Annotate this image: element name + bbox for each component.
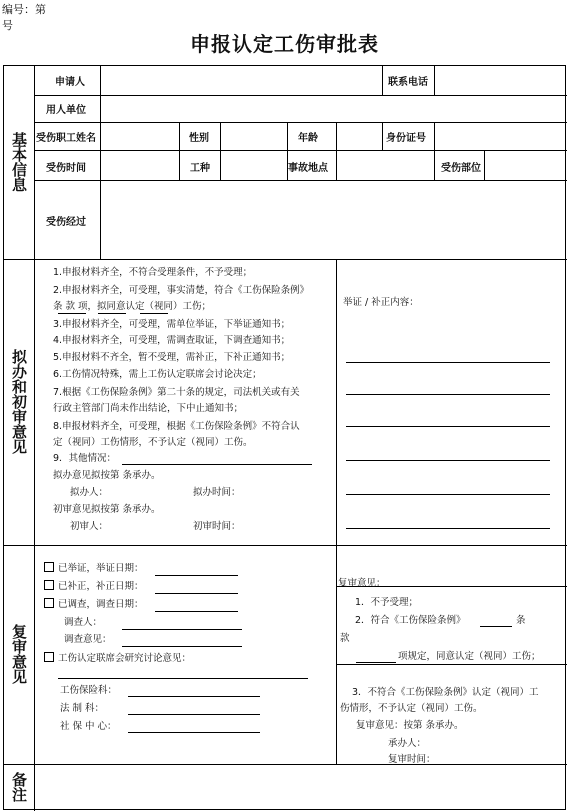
blank-line: [128, 732, 260, 733]
review-item-correction: 已补正，补正日期：: [44, 580, 144, 594]
row-line: [34, 180, 567, 181]
draft-person: 拟办人：: [70, 487, 109, 498]
gender-label: 性别: [189, 133, 209, 144]
draft-item-9: 9．其他情况：: [53, 453, 117, 464]
row-line: [34, 122, 567, 123]
blank-line: [140, 313, 168, 314]
evidence-line: [346, 394, 550, 395]
age-label: 年龄: [298, 133, 318, 144]
review-option-1: 1．不予受理；: [355, 597, 419, 608]
checkbox-icon[interactable]: [44, 562, 54, 572]
id-number-label: 身份证号: [386, 133, 426, 144]
section-basic-info: 基本信息: [10, 132, 28, 192]
review-item-evidence: 已举证，举证日期：: [44, 562, 144, 576]
review-heading: 复审意见：: [338, 578, 386, 589]
draft-opinion: 拟办意见拟按第 条承办。: [53, 470, 161, 481]
draft-item-7b: 行政主管部门尚未作出结论，下中止通知书；: [53, 403, 244, 414]
contact-phone-label: 联系电话: [388, 77, 428, 88]
number-label-line1: 编号：第: [2, 3, 46, 16]
injured-part-label: 受伤部位: [441, 163, 481, 174]
review-option-2a: 2．符合《工伤保险条例》: [355, 615, 466, 626]
checkbox-icon[interactable]: [44, 598, 54, 608]
blank-line: [122, 629, 242, 630]
col-line: [179, 122, 180, 180]
blank-line: [58, 313, 86, 314]
initial-person: 初审人：: [70, 521, 109, 532]
blank-line: [356, 662, 396, 663]
blank-line: [128, 696, 260, 697]
accident-location-label: 事故地点: [288, 163, 328, 174]
checkbox-icon[interactable]: [44, 652, 54, 662]
evidence-line: [346, 426, 550, 427]
investigation-opinion-label: 调查意见：: [64, 634, 112, 645]
col-line: [434, 66, 435, 95]
injured-name-label: 受伤职工姓名: [36, 133, 96, 144]
review-option-2b: 条: [516, 615, 526, 626]
review-option-2d: 项规定，同意认定（视同）工伤；: [398, 651, 541, 662]
row-line: [336, 664, 567, 665]
blank-line: [480, 626, 512, 627]
blank-line: [155, 593, 238, 594]
page-title: 申报认定工伤审批表: [190, 32, 379, 56]
review-time: 复审时间：: [388, 754, 436, 765]
draft-time: 拟办时间：: [193, 487, 241, 498]
left-column-divider: [34, 66, 35, 811]
blank-line: [128, 714, 260, 715]
applicant-label: 申请人: [55, 77, 85, 88]
review-handler: 承办人：: [388, 738, 427, 749]
blank-line: [122, 646, 242, 647]
evidence-line: [346, 362, 550, 363]
evidence-line: [346, 494, 550, 495]
draft-item-2b: 条 款 项，拟同意认定（视同）工伤；: [53, 301, 212, 312]
legal-dept-label: 法 制 科：: [60, 703, 105, 714]
review-item-investigation: 已调查，调查日期：: [44, 598, 144, 612]
social-center-label: 社 保 中 心：: [60, 721, 117, 732]
draft-item-2: 2.申报材料齐全，可受理，事实清楚，符合《工伤保险条例》: [53, 285, 310, 296]
row-line: [34, 95, 567, 96]
draft-item-8b: 定（视同）工伤情形，不予认定（视同）工伤。: [53, 437, 253, 448]
col-line: [220, 122, 221, 180]
review-opinion: 复审意见：按第 条承办。: [356, 720, 464, 731]
draft-item-1: 1.申报材料齐全，不符合受理条件，不予受理；: [53, 267, 253, 278]
insurance-dept-label: 工伤保险科：: [60, 685, 118, 696]
section-remarks: 备注: [10, 771, 28, 802]
employer-label: 用人单位: [46, 105, 86, 116]
draft-item-6: 6.工伤情况特殊，需上工伤认定联席会讨论决定；: [53, 369, 262, 380]
evidence-label: 举证 / 补正内容：: [343, 297, 419, 308]
draft-item-4: 4.申报材料齐全，可受理，需调查取证，下调查通知书；: [53, 335, 291, 346]
initial-opinion: 初审意见拟按第 条承办。: [53, 504, 161, 515]
middle-divider: [336, 259, 337, 764]
initial-time: 初审时间：: [193, 521, 241, 532]
col-line: [434, 122, 435, 180]
blank-line: [122, 464, 312, 465]
row-line: [34, 150, 567, 151]
review-option-3b: 伤情形，不予认定（视同）工伤。: [340, 703, 483, 714]
job-type-label: 工种: [190, 163, 210, 174]
col-line: [336, 122, 337, 180]
checkbox-icon[interactable]: [44, 580, 54, 590]
evidence-line: [346, 460, 550, 461]
section-divider-3: [4, 764, 567, 765]
joint-meeting-item: 工伤认定联席会研究讨论意见：: [44, 652, 191, 666]
evidence-line: [346, 528, 550, 529]
col-line: [484, 150, 485, 180]
col-line: [382, 66, 383, 95]
draft-item-8: 8.申报材料齐全，可受理，根据《工伤保险条例》不符合认: [53, 421, 300, 432]
draft-item-3: 3.申报材料齐全，可受理，需单位举证，下举证通知书；: [53, 319, 291, 330]
blank-line: [155, 611, 238, 612]
blank-line: [58, 678, 308, 679]
blank-line: [155, 575, 238, 576]
section-divider-1: [4, 259, 567, 260]
blank-line: [98, 313, 126, 314]
col-line: [100, 66, 101, 259]
investigator-label: 调查人：: [64, 617, 103, 628]
review-option-3a: 3．不符合《工伤保险条例》认定（视同）工: [352, 687, 539, 698]
number-label-line2: 号: [2, 19, 13, 32]
section-divider-2: [4, 545, 567, 546]
injury-process-label: 受伤经过: [46, 217, 86, 228]
injury-time-label: 受伤时间: [46, 163, 86, 174]
draft-item-5: 5.申报材料不齐全，暂不受理，需补正，下补正通知书；: [53, 352, 291, 363]
draft-item-7: 7.根据《工伤保险条例》第二十条的规定，司法机关或有关: [53, 387, 300, 398]
review-option-2c: 款: [340, 633, 350, 644]
col-line: [382, 122, 383, 150]
section-review-opinion: 复审意见: [10, 624, 28, 684]
section-draft-opinion: 拟办和初审意见: [10, 349, 28, 454]
